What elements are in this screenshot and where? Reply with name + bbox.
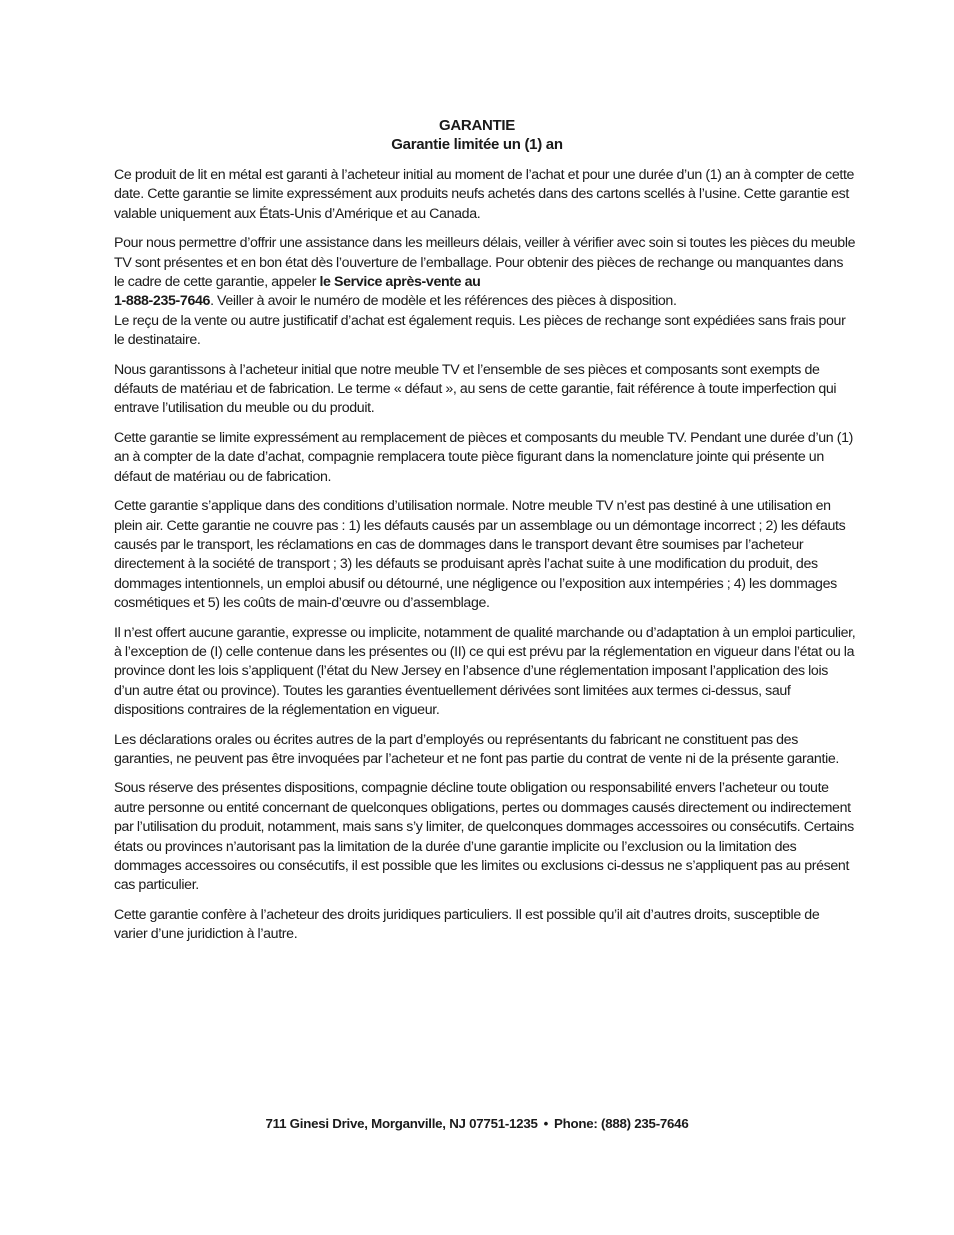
paragraph-no-other-warranty: Il n’est offert aucune garantie, expresse ou implicite, notamment de qualité marchande ou d’adaptation à un emploi particulier, à l’exception de (I) celle contenue dans les présentes ou (II) ce qui est prévu par la réglementation en vigueur dans l’état ou la province dont les lois s’appliquent (l’état du New Jersey en l’absence d’une réglementation imposant l’application des lois d’un autre état ou province). Toutes les garanties éventuellement dérivées sont limitées aux termes ci-dessus, sauf dispositions contraires de la réglementation en vigueur. bbox=[114, 624, 856, 719]
warranty-body bbox=[114, 166, 856, 955]
service-phone: 1-888-235-7646 bbox=[114, 293, 211, 310]
paragraph-assistance bbox=[114, 234, 856, 350]
footer-address: 711 Ginesi Drive, Morganville, NJ 07751-1235 bbox=[265, 1116, 538, 1131]
document-header bbox=[0, 116, 954, 154]
page-title: GARANTIE bbox=[439, 117, 515, 134]
assistance-text-2: . Veiller à avoir le numéro de modèle et les références des pièces à disposition. bbox=[210, 293, 677, 310]
page-subtitle: Garantie limitée un (1) an bbox=[391, 136, 563, 153]
service-label: le Service après-vente au bbox=[319, 274, 481, 291]
paragraph-rights: Cette garantie confère à l’acheteur des droits juridiques particuliers. Il est possible qu’il ait d’autres droits, susceptible de varier d’une juridiction à l’autre. bbox=[114, 906, 820, 943]
paragraph-exclusions: Cette garantie s’applique dans des conditions d’utilisation normale. Notre meuble TV n’est pas destiné à une utilisation en plein air. Cette garantie ne couvre pas : 1) les défauts causés par un assemblage ou un démontage incorrect ; 2) les défauts causés par le transport, les réclamations en cas de dommages dans le transport devant être soumises par l’acheteur directement à la société de transport ; 3) les défauts se produisant après l’achat suite à une modification du produit, des dommages intentionnels, un emploi abusif ou détourné, une négligence ou l’exposition aux intempéries ; 4) les dommages cosmétiques et 5) les coûts de main-d’œuvre ou d’assemblage. bbox=[114, 498, 846, 612]
assistance-text-3: Le reçu de la vente ou autre justificatif d’achat est également requis. Les pièces de rechange sont expédiées sans frais pour le destinataire. bbox=[114, 312, 846, 349]
document-footer bbox=[0, 1116, 954, 1131]
paragraph-defects: Nous garantissons à l’acheteur initial que notre meuble TV et l’ensemble de ses pièces et composants sont exempts de défauts de matériau et de fabrication. Le terme « défaut », au sens de cette garantie, fait référence à toute imperfection qui entrave l’utilisation du meuble ou du produit. bbox=[114, 361, 837, 417]
footer-separator: • bbox=[543, 1116, 549, 1131]
paragraph-replacement: Cette garantie se limite expressément au remplacement de pièces et composants du meuble TV. Pendant une durée d’un (1) an à compter de la date d’achat, compagnie remplacera toute pièce figurant dans la nomenclature jointe qui présente un défaut de matériau ou de fabrication. bbox=[114, 429, 854, 485]
paragraph-statements: Les déclarations orales ou écrites autres de la part d’employés ou représentants du fabricant ne constituent pas des garanties, ne peuvent pas être invoquées par l’acheteur et ne font pas partie du contrat de vente ni de la présente garantie. bbox=[114, 731, 839, 767]
footer-phone: Phone: (888) 235-7646 bbox=[554, 1116, 689, 1131]
paragraph-coverage: Ce produit de lit en métal est garanti à l’acheteur initial au moment de l’achat et pour une durée d’un (1) an à compter de cette date. Cette garantie se limite expressément aux produits neufs achetés dans des cartons scellés à l’usine. Cette garantie est valable uniquement aux États-Unis d’Amérique et au Canada. bbox=[114, 167, 855, 222]
assistance-text: Pour nous permettre d’offrir une assistance dans les meilleurs délais, veiller à vérifier avec soin si toutes les pièces du meuble TV sont présentes et en bon état dès l’ouverture de l’emballage. Pour obtenir des pièces de rechange ou manquantes dans le cadre de cette garantie, appeler bbox=[114, 235, 856, 291]
paragraph-liability: Sous réserve des présentes dispositions, compagnie décline toute obligation ou responsabilité envers l’acheteur ou toute autre personne ou entité concernant de quelconques obligations, pertes ou dommages causés directement ou indirectement par l’utilisation du produit, notamment, mais sans s’y limiter, de quelconques dommages accessoires ou consécutifs. Certains états ou provinces n’autorisant pas la limitation de la durée d’une garantie implicite ou l’exclusion ou la limitation des dommages accessoires ou consécutifs, il est possible que les limites ou exclusions ci-dessus ne s’appliquent pas au présent cas particulier. bbox=[114, 780, 854, 894]
